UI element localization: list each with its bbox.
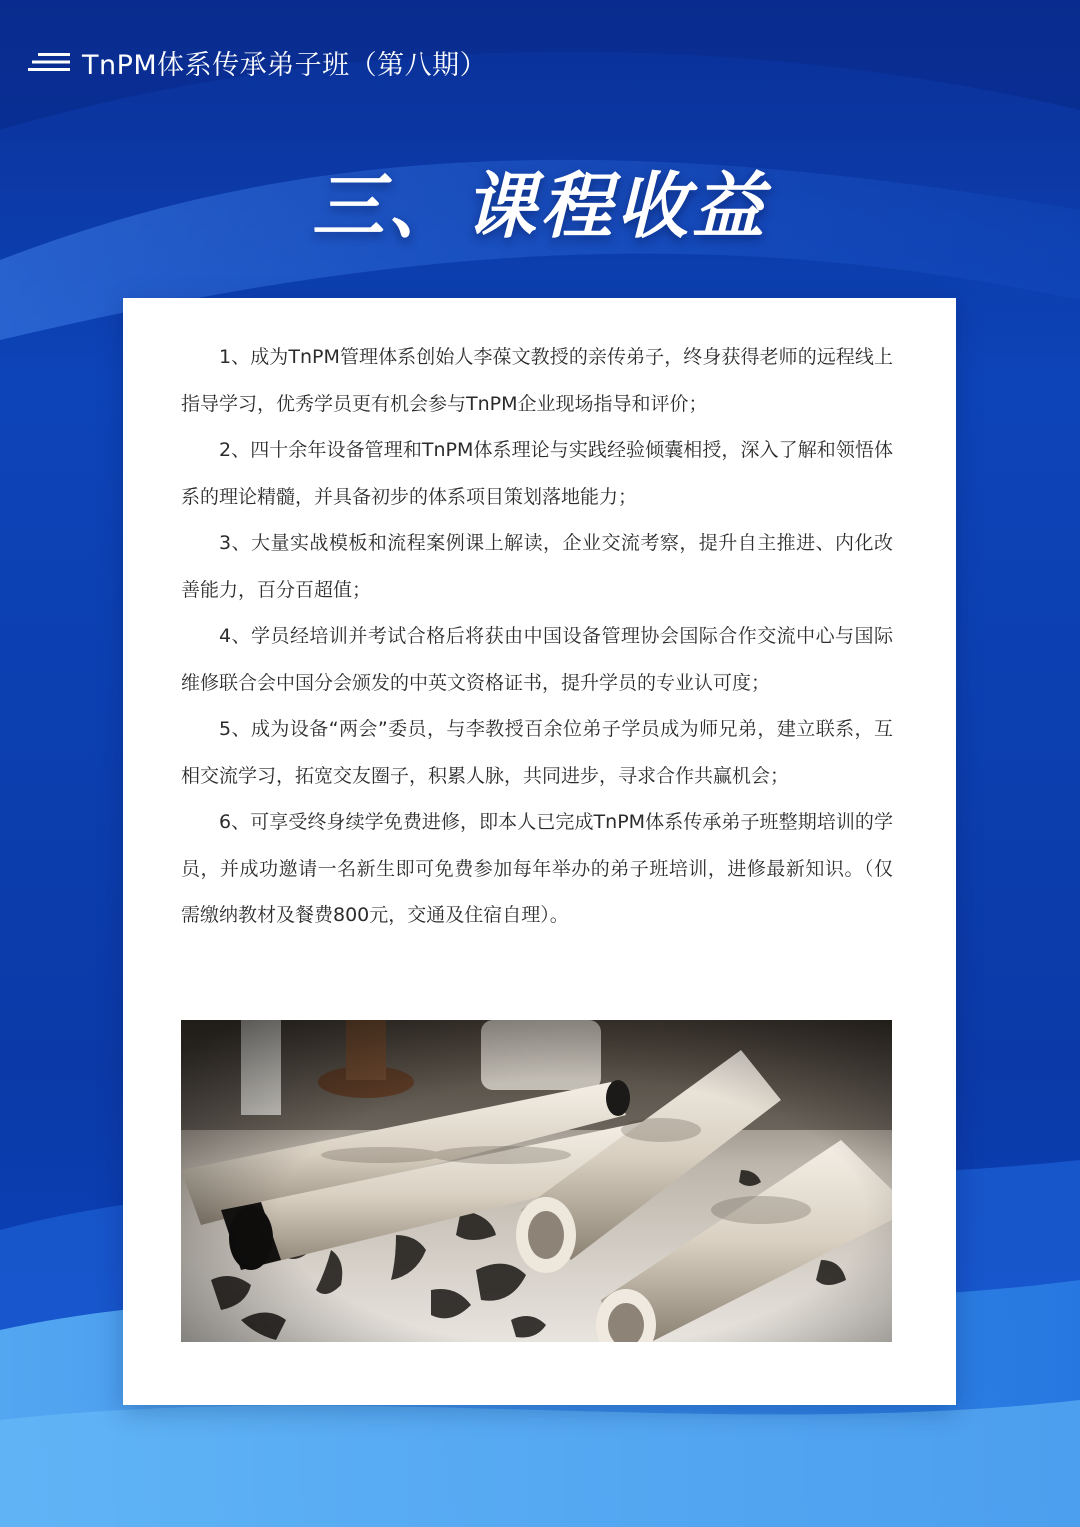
page-title: 三、课程收益 (311, 164, 768, 248)
scrolls-photo (181, 1020, 892, 1342)
scrolls-illustration (181, 1020, 892, 1342)
benefit-item-6: 6、可享受终身续学免费进修，即本人已完成TnPM体系传承弟子班整期培训的学员，并成功邀请一名新生即可免费参加每年举办的弟子班培训，进修最新知识。（仅需缴纳教材及餐费800元，交通及住宿自理）。 (181, 811, 893, 926)
header (28, 42, 487, 82)
header-title: TnPM体系传承弟子班（第八期） (82, 49, 488, 81)
benefit-item-2: 2、四十余年设备管理和TnPM体系理论与实践经验倾囊相授，深入了解和领悟体系的理论精髓，并具备初步的体系项目策划落地能力； (181, 439, 893, 508)
benefit-item-4: 4、学员经培训并考试合格后将获由中国设备管理协会国际合作交流中心与国际维修联合会中国分会颁发的中英文资格证书，提升学员的专业认可度； (181, 625, 893, 694)
content-card (123, 298, 956, 1405)
benefit-item-1: 1、成为TnPM管理体系创始人李葆文教授的亲传弟子，终身获得老师的远程线上指导学习，优秀学员更有机会参与TnPM企业现场指导和评价； (181, 346, 893, 415)
benefit-item-5: 5、成为设备“两会”委员，与李教授百余位弟子学员成为师兄弟，建立联系，互相交流学习，拓宽交友圈子，积累人脉，共同进步，寻求合作共赢机会； (181, 718, 893, 787)
menu-lines-icon (28, 51, 70, 73)
benefits-list (181, 334, 893, 939)
benefit-item-3: 3、大量实战模板和流程案例课上解读，企业交流考察，提升自主推进、内化改善能力，百分百超值； (181, 532, 893, 601)
